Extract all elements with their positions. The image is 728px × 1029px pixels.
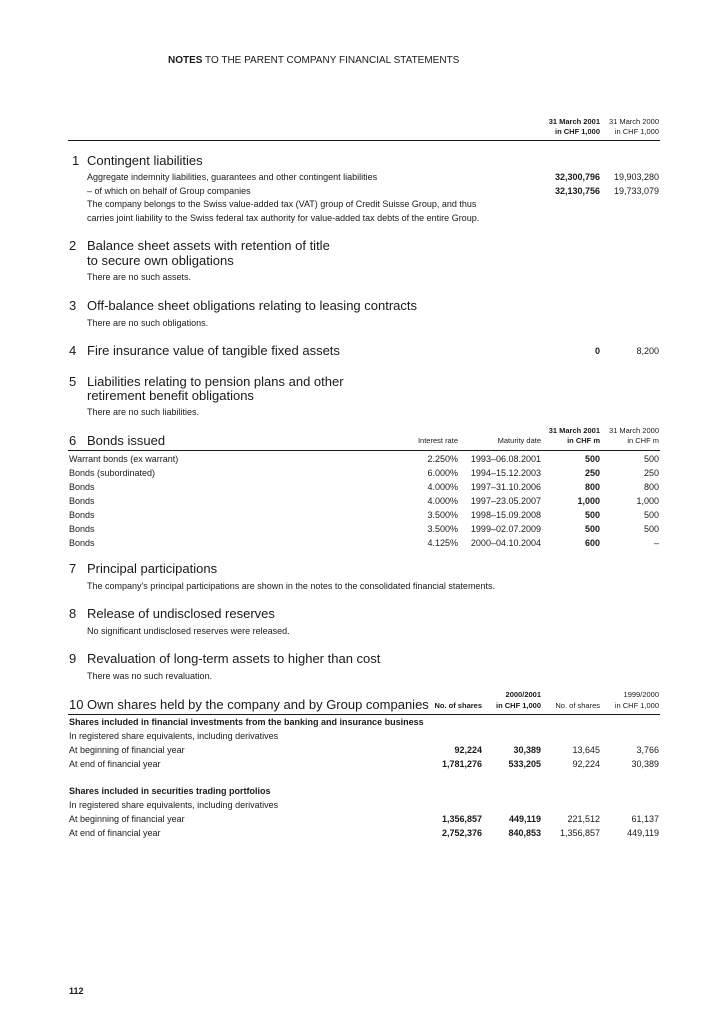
shares-count-current: 92,224 [454,745,482,755]
bond-rate: 3.500% [427,510,458,520]
shares-count-prior: 13,645 [572,745,600,755]
header-rest: TO THE PARENT COMPANY FINANCIAL STATEMENTS [202,55,460,66]
bond-rate: 4.000% [427,496,458,506]
page-header [168,55,459,66]
shares-row-label: At end of financial year [69,828,161,838]
section-3-number: 3 [69,298,77,313]
bond-maturity: 1993–06.08.2001 [470,454,541,464]
shares-chf-current: 533,205 [508,759,541,769]
bond-prior: 500 [643,524,659,534]
s6-rule [68,450,660,451]
section-2-title-2: to secure own obligations [87,253,234,268]
shares-chf-current: 840,853 [508,828,541,838]
section-2-number: 2 [69,238,77,253]
bond-rate: 4.125% [427,538,458,548]
s9-text: There was no such revaluation. [87,671,213,681]
section-1-title: Contingent liabilities [87,153,203,168]
bond-maturity: 1998–15.09.2008 [470,510,541,520]
s10-group1-sub: In registered share equivalents, including derivatives [69,731,279,741]
s10-col-shares-prior: No. of shares [555,701,600,710]
bond-prior: 1,000 [636,496,659,506]
section-6-title: Bonds issued [87,433,166,448]
bond-maturity: 1997–23.05.2007 [470,496,541,506]
shares-chf-prior: 3,766 [636,745,659,755]
bond-current: 1,000 [577,496,600,506]
section-9-number: 9 [69,651,77,666]
bond-label: Bonds [69,538,95,548]
bond-label: Bonds [69,524,95,534]
section-7-number: 7 [69,561,77,576]
s6-col-prior-unit: in CHF m [627,436,659,445]
section-5-number: 5 [69,374,77,389]
section-4-number: 4 [69,343,77,358]
s10-col-chf-prior: in CHF 1,000 [614,701,659,710]
s1-row1-prior: 19,903,280 [613,172,659,182]
s6-col-current-unit: in CHF m [567,436,600,445]
s1-note-1: The company belongs to the Swiss value-added tax (VAT) group of Credit Suisse Group, and thus [87,199,477,209]
s8-text: No significant undisclosed reserves were released. [87,626,290,636]
s1-row2-prior: 19,733,079 [613,186,659,196]
bond-rate: 4.000% [427,482,458,492]
s2-text: There are no such assets. [87,272,192,282]
section-9-title: Revaluation of long-term assets to higher than cost [87,651,381,666]
bond-current: 250 [584,468,600,478]
bond-current: 800 [584,482,600,492]
bond-label: Bonds [69,496,95,506]
shares-row-label: At beginning of financial year [69,745,185,755]
s6-col-maturity: Maturity date [497,436,541,445]
header-bold: NOTES [168,55,203,66]
section-7-title: Principal participations [87,561,218,576]
s3-text: There are no such obligations. [87,318,209,328]
col-prior-date: 31 March 2000 [608,117,659,126]
section-5-title-2: retirement benefit obligations [87,388,254,403]
shares-count-prior: 1,356,857 [559,828,600,838]
section-6-number: 6 [69,433,77,448]
shares-row-label: At end of financial year [69,759,161,769]
s7-text: The company's principal participations are shown in the notes to the consolidated financial statements. [87,581,495,591]
bond-prior: 500 [643,510,659,520]
bond-current: 500 [584,454,600,464]
s6-col-prior-date: 31 March 2000 [608,426,659,435]
bond-maturity: 1997–31.10.2006 [470,482,541,492]
section-2-title-1: Balance sheet assets with retention of title [87,238,330,253]
s10-period-prior: 1999/2000 [623,690,659,699]
bond-prior: 250 [643,468,659,478]
section-10-number: 10 [69,697,84,712]
s10-group2-heading: Shares included in securities trading portfolios [69,786,271,796]
bond-rate: 2.250% [427,454,458,464]
page-number: 112 [69,986,84,996]
bond-label: Bonds (subordinated) [69,468,156,478]
section-1-number: 1 [72,153,80,168]
bond-prior: – [653,538,659,548]
bond-maturity: 1999–02.07.2009 [470,524,541,534]
shares-chf-current: 30,389 [513,745,541,755]
shares-chf-prior: 449,119 [627,828,659,838]
bond-label: Bonds [69,482,95,492]
s5-text: There are no such liabilities. [87,407,200,417]
shares-chf-prior: 61,137 [631,814,659,824]
s4-current: 0 [594,346,600,356]
section-4-title: Fire insurance value of tangible fixed assets [87,343,340,358]
s6-col-interest: Interest rate [417,436,458,445]
bond-current: 500 [584,510,600,520]
shares-count-current: 2,752,376 [441,828,482,838]
shares-row-label: At beginning of financial year [69,814,185,824]
bond-rate: 3.500% [427,524,458,534]
bond-prior: 800 [643,482,659,492]
s1-row2-current: 32,130,756 [554,186,600,196]
s1-row2-label: – of which on behalf of Group companies [87,186,251,196]
shares-count-prior: 221,512 [567,814,600,824]
col-current-date: 31 March 2001 [548,117,600,126]
bond-current: 600 [584,538,600,548]
s10-rule [68,714,660,715]
s4-prior: 8,200 [636,346,659,356]
col-prior-unit: in CHF 1,000 [614,127,659,136]
bond-label: Bonds [69,510,95,520]
s10-period-current: 2000/2001 [505,690,541,699]
col-current-unit: in CHF 1,000 [554,127,600,136]
s1-note-2: carries joint liability to the Swiss federal tax authority for value-added tax debts of the entire Group. [87,213,480,223]
s6-col-current-date: 31 March 2001 [548,426,600,435]
s10-group2-sub: In registered share equivalents, including derivatives [69,800,279,810]
section-10-title: Own shares held by the company and by Group companies [87,697,429,712]
s1-row1-current: 32,300,796 [554,172,600,182]
s10-col-shares-cur: No. of shares [434,701,482,710]
shares-count-current: 1,781,276 [441,759,482,769]
shares-count-current: 1,356,857 [441,814,482,824]
s10-col-chf-cur: in CHF 1,000 [495,701,541,710]
shares-chf-prior: 30,389 [631,759,659,769]
bond-maturity: 2000–04.10.2004 [470,538,541,548]
bond-maturity: 1994–15.12.2003 [470,468,541,478]
bond-rate: 6.000% [427,468,458,478]
bond-label: Warrant bonds (ex warrant) [69,454,179,464]
shares-count-prior: 92,224 [572,759,600,769]
bond-current: 500 [584,524,600,534]
s1-row1-label: Aggregate indemnity liabilities, guarantees and other contingent liabilities [87,172,378,182]
section-3-title: Off-balance sheet obligations relating to leasing contracts [87,298,418,313]
section-8-number: 8 [69,606,77,621]
bond-prior: 500 [643,454,659,464]
header-rule [68,140,660,141]
section-5-title-1: Liabilities relating to pension plans and other [87,374,344,389]
shares-chf-current: 449,119 [508,814,541,824]
section-8-title: Release of undisclosed reserves [87,606,275,621]
s10-group1-heading: Shares included in financial investments from the banking and insurance business [69,717,424,727]
